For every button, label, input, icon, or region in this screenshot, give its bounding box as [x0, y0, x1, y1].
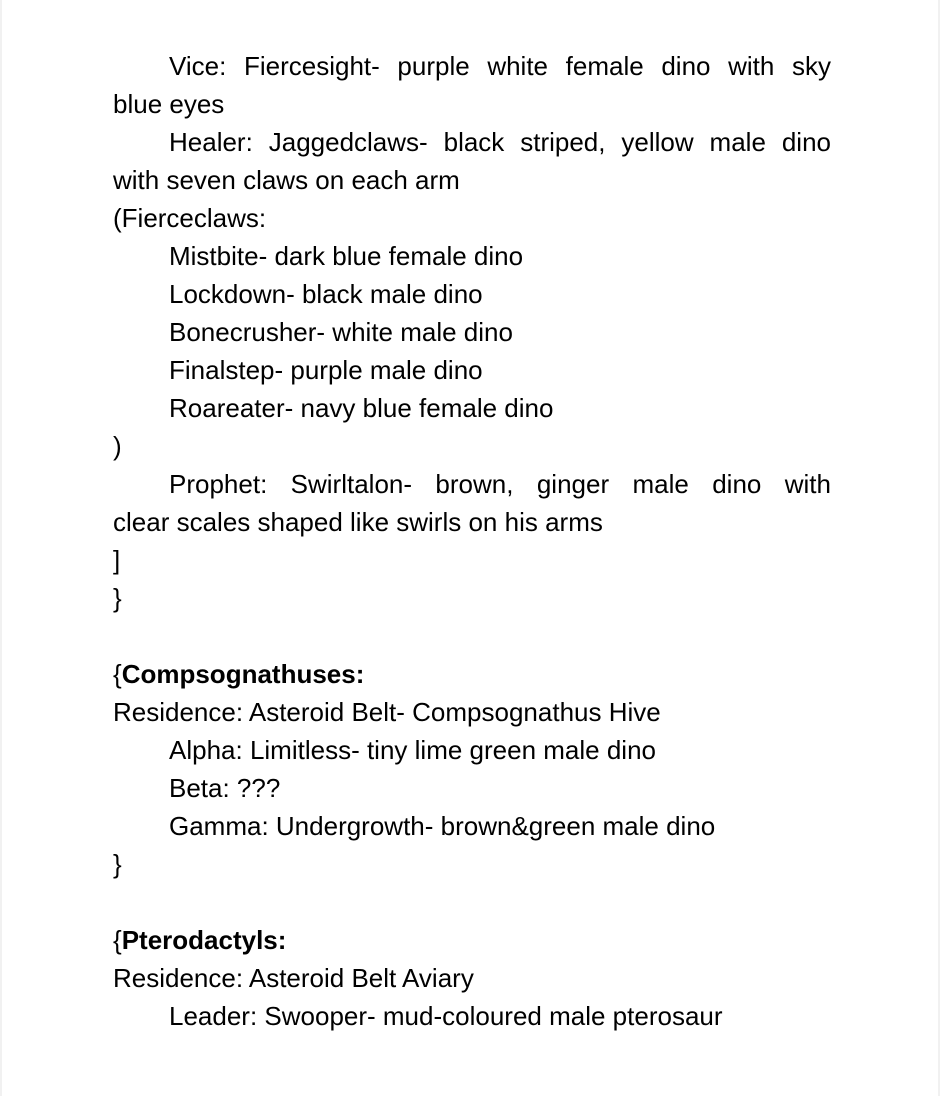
- document-body: [113, 47, 831, 1035]
- close-bracket: ]: [113, 545, 121, 575]
- healer-line-continued: with seven claws on each arm: [113, 165, 460, 195]
- blank-line: [113, 617, 831, 655]
- compsognathuses-heading: [113, 655, 831, 693]
- list-item: Finalstep- purple male dino: [169, 355, 483, 385]
- list-item: Bonecrusher- white male dino: [169, 317, 513, 347]
- section-title: Compsognathuses:: [121, 659, 365, 689]
- section-title: Pterodactyls:: [121, 925, 287, 955]
- pterodactyls-heading: [113, 921, 831, 959]
- fierceclaws-close: ): [113, 431, 122, 461]
- close-brace: }: [113, 583, 122, 613]
- compsognathuses-residence: Residence: Asteroid Belt- Compsognathus Hive: [113, 697, 661, 727]
- pterodactyls-leader: Leader: Swooper- mud-coloured male pterosaur: [169, 1001, 723, 1031]
- list-item: Roareater- navy blue female dino: [169, 393, 554, 423]
- prophet-line: Prophet: Swirltalon- brown, ginger male dino with: [169, 469, 831, 499]
- vice-line: Vice: Fiercesight- purple white female dino with sky: [169, 51, 831, 81]
- open-brace: {: [113, 659, 122, 689]
- vice-line-continued: blue eyes: [113, 89, 225, 119]
- healer-line: Healer: Jaggedclaws- black striped, yellow male dino: [169, 127, 831, 157]
- document-page: [2, 0, 938, 1096]
- open-brace: {: [113, 925, 122, 955]
- list-item: Lockdown- black male dino: [169, 279, 483, 309]
- list-item: Alpha: Limitless- tiny lime green male dino: [169, 735, 656, 765]
- compsognathuses-close: }: [113, 849, 122, 879]
- fierceclaws-heading: (Fierceclaws:: [113, 203, 267, 233]
- list-item: Gamma: Undergrowth- brown&green male dino: [169, 811, 716, 841]
- list-item: Beta: ???: [169, 773, 281, 803]
- list-item: Mistbite- dark blue female dino: [169, 241, 524, 271]
- pterodactyls-residence: Residence: Asteroid Belt Aviary: [113, 963, 474, 993]
- blank-line: [113, 883, 831, 921]
- prophet-line-continued: clear scales shaped like swirls on his arms: [113, 507, 603, 537]
